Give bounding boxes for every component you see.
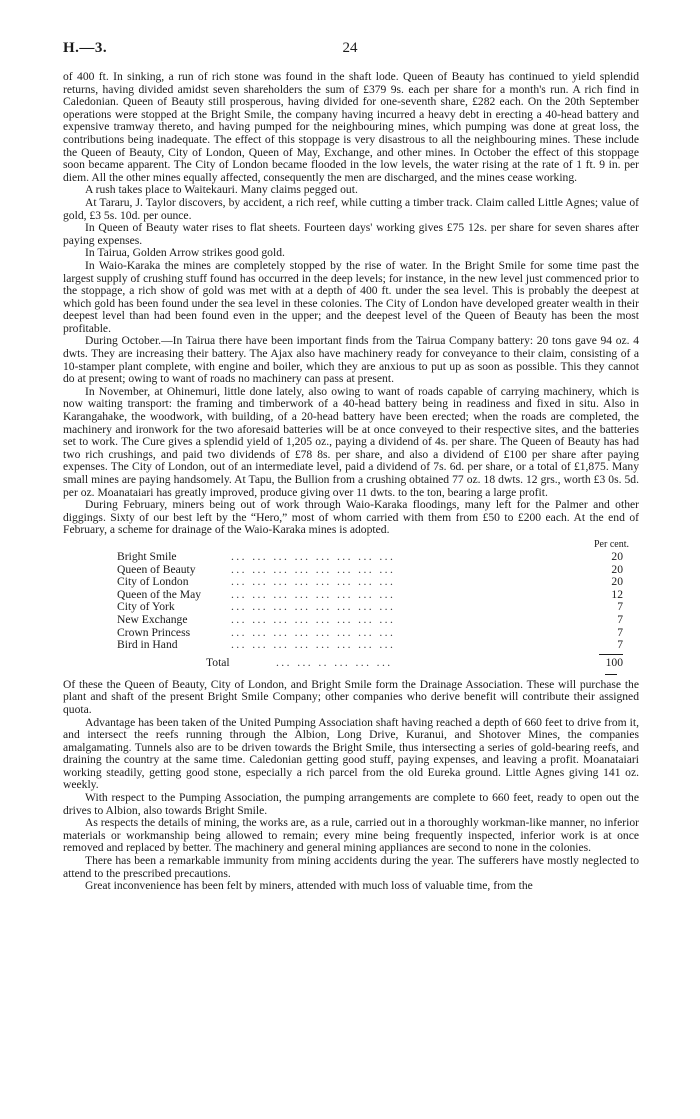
leader-dots: ... ... ... ... ... ... ... ... <box>231 576 396 589</box>
paragraph: With respect to the Pumping Association, the pumping arrangements are complete to 660 feet, ready to open out the drives to Albion, also towards Bright Smile. <box>63 791 639 817</box>
total-underline <box>63 671 639 679</box>
mine-name: Bright Smile <box>117 549 177 563</box>
leader-dots: ... ... ... ... ... ... ... ... <box>231 550 396 563</box>
paragraph: In Queen of Beauty water rises to flat sheets. Fourteen days' working gives £75 12s. per share for seven shares after paying expenses. <box>63 221 639 247</box>
leader-dots: ... ... ... ... ... ... ... ... <box>231 588 396 601</box>
total-label: Total <box>206 655 230 669</box>
paragraph: During October.—In Tairua there have been important finds from the Tairua Company battery: 20 tons gave 94 oz. 4 dwts. They are increasing their battery. The Ajax also have machinery ready for conveyance to their claim, consisting of a 10-stamper plant complete, with engine and boiler, which they are anxious to put up as soon as possible. This they cannot do at present; owing to want of roads no machinery can pass at present. <box>63 334 639 386</box>
percent-value: 20 <box>611 549 623 563</box>
drainage-quota-table <box>63 539 639 679</box>
paragraph: There has been a remarkable immunity from mining accidents during the year. The sufferers have mostly neglected to attend to the prescribed precautions. <box>63 854 639 880</box>
mine-name: Bird in Hand <box>117 638 178 652</box>
paragraph: In November, at Ohinemuri, little done lately, also owing to want of roads capable of carrying machinery, which is now waiting transport: the framing and timberwork of a 40-head battery being in readiness and fixed in situ. Also in Karangahake, the woodwork, with building, of a 20-head battery have been erected; when the roads are completed, the machinery and ironwork for the two aforesaid batteries will be at once conveyed to their respective sites, and the batteries set to work. The Cure gives a splendid yield of 1,205 oz., paying a dividend of 4s. per share. The Queen of Beauty has had two rich crushings, and paid two dividends of £78 8s. per share, and also a dividend of £100 per share after paying expenses. The City of London, out of an intermediate level, paid a dividend of 7s. 6d. per share, or a total of £1,875. Many small mines are paying handsomely. At Tapu, the Bullion from a crushing obtained 77 oz. 18 dwts. 12 grs., worth £3 0s. 5d. per oz. Moanataiari has greatly improved, produce giving over 11 dwts. to the ton, bearing a large profit. <box>63 384 639 499</box>
paragraph: Great inconvenience has been felt by miners, attended with much loss of valuable time, from the <box>85 879 533 893</box>
paragraph: In Waio-Karaka the mines are completely stopped by the rise of water. In the Bright Smile for some time past the largest supply of crushing stuff found has occurred in the deep levels; for instance, in the new level just commenced prior to the stoppage, a rich show of gold was met with at a depth of 400 ft. under the sea level. This is probably the deepest at which gold has been found under the sea level in these colonies. The City of London have developed greater wealth in their deepest level than had been found even in the upper; and the deepest level of the Queen of Beauty has been the most profitable. <box>63 258 639 335</box>
percent-value: 7 <box>617 638 623 652</box>
table-rows <box>63 551 639 652</box>
paragraph: At Tararu, J. Taylor discovers, by accident, a rich reef, while cutting a timber track. Claim called Little Agnes; value of gold, £3 5s. 10d. per ounce. <box>63 195 639 222</box>
paragraph: of 400 ft. In sinking, a run of rich stone was found in the shaft lode. Queen of Beauty has continued to yield splendid returns, having divided amidst seven shareholders the sum of £379 9s. each per share for a month's run. A rich find in Caledonian. Queen of Beauty still prosperous, having divided for one-seventh share, £282 each. On the 20th September operations were stopped at the Bright Smile, the company having incurred a heavy debt in erecting a 40-head battery and expensive tramway thereto, and having pumped for the neighbouring mines, which pumping was done at great loss, the contributions being inadequate. The effect of this stoppage is very disastrous to all the neighbouring mines. These include the Queen of Beauty, City of London, Queen of May, Exchange, and other mines. In October the effect of this stoppage soon became apparent. The City of London became flooded in the low levels, the water rising at the rate of 1 ft. 9 in. per diem. All the other mines equally affected, consequently the men are discharged, and the mines cease working. <box>63 70 639 184</box>
paragraph-group-bottom <box>63 679 639 893</box>
table-row <box>63 551 639 564</box>
paragraph: In Tairua, Golden Arrow strikes good gold. <box>85 246 285 260</box>
table-row <box>63 576 639 589</box>
total-value: 100 <box>605 655 623 669</box>
leader-dots: ... ... ... ... ... ... ... ... <box>231 601 396 614</box>
percent-value: 12 <box>611 587 623 601</box>
table-row <box>63 639 639 652</box>
percent-value: 20 <box>611 575 623 589</box>
body-text <box>63 71 639 893</box>
table-total-row <box>63 657 639 671</box>
paragraph: Advantage has been taken of the United Pumping Association shaft having reached a depth of 660 feet to drive from it, and intersect the reefs running through the Albion, Long Drive, Kuranui, and Shotover Mines, the companies amalgamating. Tunnels also are to be driven towards the Bright Smile, thus intersecting a series of gold-bearing reefs, and draining the country at the same time. Caledonian getting good stuff, paying expenses, and leaving a profit. Moanataiari working steadily, getting good stone, especially a rich parcel from the old Eureka ground. Little Agnes giving 141 oz. weekly. <box>63 715 639 792</box>
mine-name: City of York <box>117 600 175 614</box>
mine-name: City of London <box>117 575 189 589</box>
leader-dots: ... ... ... ... ... ... ... ... <box>231 639 396 652</box>
percent-value: 7 <box>617 600 623 614</box>
mine-name: Crown Princess <box>117 625 191 639</box>
mine-name: Queen of the May <box>117 587 202 601</box>
leader-dots: ... ... ... ... ... ... ... ... <box>231 626 396 639</box>
mine-name: New Exchange <box>117 612 188 626</box>
paragraph-group-top <box>63 71 639 537</box>
page-number: 24 <box>342 40 358 56</box>
series-code: H.—3. <box>63 40 108 56</box>
table-column-header: Per cent. <box>594 538 629 550</box>
total-leader-dots: ... ... .. ... ... ... <box>276 656 393 669</box>
leader-dots: ... ... ... ... ... ... ... ... <box>231 563 396 576</box>
paragraph: A rush takes place to Waitekauri. Many claims pegged out. <box>85 183 358 197</box>
paragraph: As respects the details of mining, the works are, as a rule, carried out in a thoroughly workman-like manner, no inferior materials or workmanship being allowed to remain; every mine being frequently inspected, inferior work is at once removed and replaced by better. The machinery and general mining appliances are second to none in the colonies. <box>63 816 639 855</box>
mine-name: Queen of Beauty <box>117 562 196 576</box>
page-header <box>63 40 637 60</box>
paragraph: During February, miners being out of work through Waio-Karaka floodings, many left for the Palmer and other diggings. Sixty of our best left by the “Hero,” most of whom carried with them from £50 to £200 each. At the end of February, a scheme for drainage of the Waio-Karaka mines is adopted. <box>63 498 639 537</box>
percent-value: 7 <box>617 612 623 626</box>
paragraph: Of these the Queen of Beauty, City of London, and Bright Smile form the Drainage Association. These will purchase the plant and shaft of the present Bright Smile Company; other companies who derive benefit will contribute their assigned quota. <box>63 677 639 716</box>
table-row <box>63 614 639 627</box>
percent-value: 7 <box>617 625 623 639</box>
percent-value: 20 <box>611 562 623 576</box>
leader-dots: ... ... ... ... ... ... ... ... <box>231 613 396 626</box>
